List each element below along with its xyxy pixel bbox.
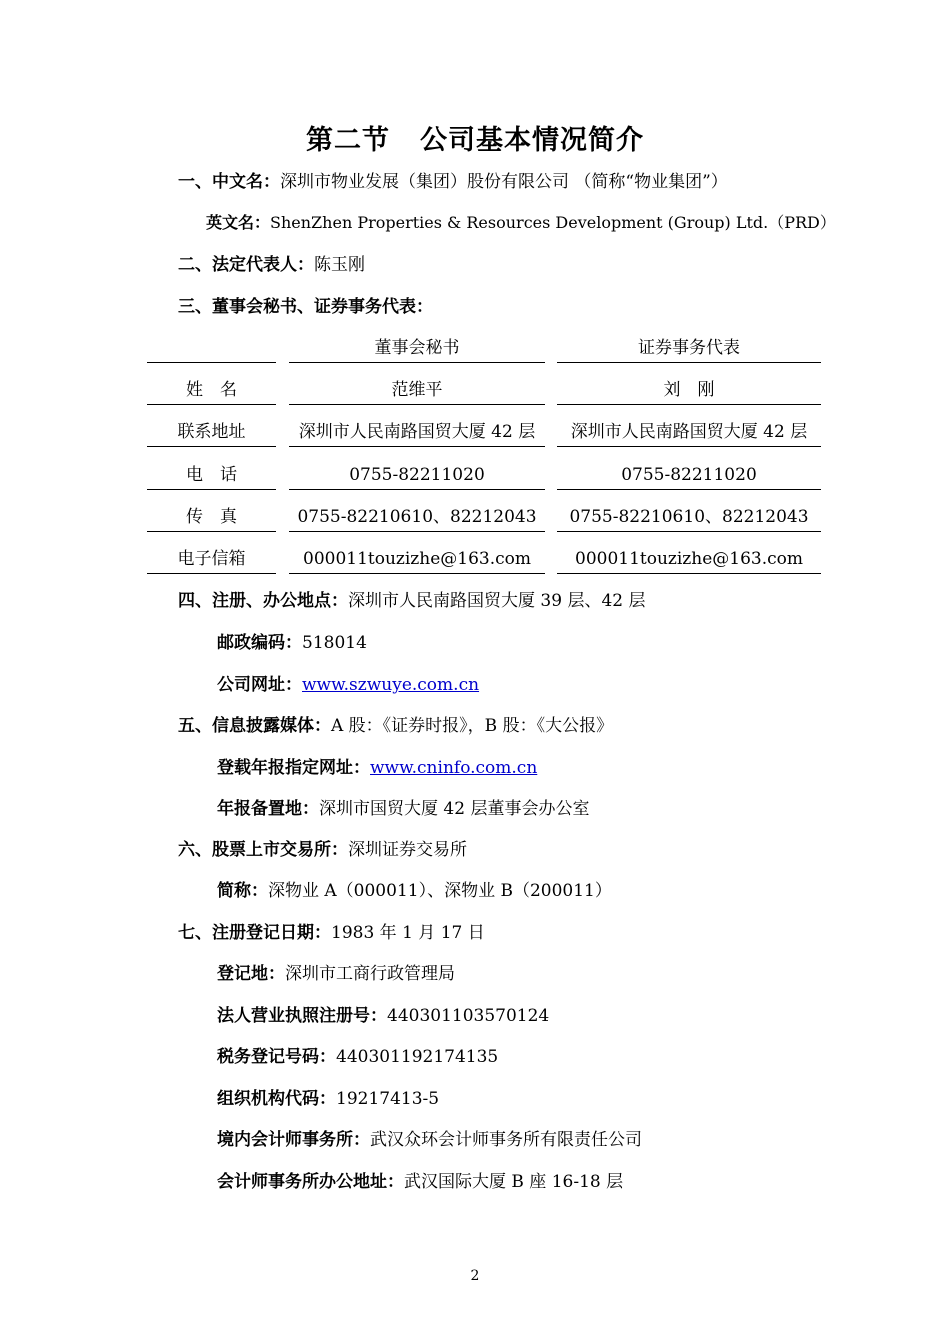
exchange-line bbox=[178, 838, 467, 862]
label: 境内会计师事务所： bbox=[217, 1130, 370, 1150]
value: 深圳市物业发展（集团）股份有限公司 （简称“物业集团”） bbox=[280, 172, 728, 192]
table-header: 董事会秘书 bbox=[289, 334, 545, 363]
table-cell: 刘 刚 bbox=[557, 376, 821, 405]
table-cell: 0755-82210610、82212043 bbox=[289, 503, 545, 532]
table-header: 证券事务代表 bbox=[557, 334, 821, 363]
label: 税务登记号码： bbox=[217, 1047, 336, 1067]
report-website-link[interactable]: www.cninfo.com.cn bbox=[370, 758, 538, 778]
value: ShenZhen Properties & Resources Development (Group) Ltd.（PRD） bbox=[270, 213, 836, 232]
license-line bbox=[217, 1004, 549, 1028]
page-title bbox=[0, 118, 950, 157]
table-cell: 0755-82211020 bbox=[289, 461, 545, 490]
table-cell: 000011touzizhe@163.com bbox=[557, 545, 821, 574]
label: 英文名： bbox=[206, 213, 271, 232]
value: 武汉众环会计师事务所有限责任公司 bbox=[370, 1130, 642, 1150]
org-code-line bbox=[217, 1087, 439, 1111]
value: A 股：《证券时报》，B 股：《大公报》 bbox=[331, 716, 614, 736]
label: 三、董事会秘书、证券事务代表： bbox=[178, 297, 433, 317]
table-row-label: 传 真 bbox=[147, 503, 276, 532]
table-cell: 0755-82211020 bbox=[557, 461, 821, 490]
value: 深圳市人民南路国贸大厦 39 层、42 层 bbox=[348, 591, 646, 611]
registration-date-line bbox=[178, 921, 485, 945]
value: 深圳证券交易所 bbox=[348, 840, 467, 860]
table-cell: 0755-82210610、82212043 bbox=[557, 503, 821, 532]
value: 1983 年 1 月 17 日 bbox=[331, 923, 485, 943]
label: 法人营业执照注册号： bbox=[217, 1006, 387, 1026]
label: 登记地： bbox=[217, 964, 285, 984]
value: 440301192174135 bbox=[336, 1047, 499, 1067]
label: 组织机构代码： bbox=[217, 1089, 336, 1109]
label: 公司网址： bbox=[217, 675, 302, 695]
value: 深圳市工商行政管理局 bbox=[285, 964, 455, 984]
label: 年报备置地： bbox=[217, 799, 319, 819]
accounting-firm-line bbox=[217, 1128, 642, 1152]
table-row-label: 联系地址 bbox=[147, 418, 276, 447]
website-line bbox=[217, 673, 479, 697]
label: 登载年报指定网址： bbox=[217, 758, 370, 778]
report-place-line bbox=[217, 797, 589, 821]
value: 深圳市国贸大厦 42 层董事会办公室 bbox=[319, 799, 590, 819]
legal-rep-line bbox=[178, 253, 365, 277]
value: 19217413-5 bbox=[336, 1089, 440, 1109]
label: 简称： bbox=[217, 881, 268, 901]
accounting-address-line bbox=[217, 1170, 623, 1194]
table-header-blank bbox=[147, 334, 276, 363]
english-name-line bbox=[206, 211, 836, 235]
short-name-line bbox=[217, 879, 612, 903]
label: 会计师事务所办公地址： bbox=[217, 1172, 404, 1192]
postcode-line bbox=[217, 631, 367, 655]
label: 邮政编码： bbox=[217, 633, 302, 653]
office-address-line bbox=[178, 589, 645, 613]
label: 二、法定代表人： bbox=[178, 255, 314, 275]
company-website-link[interactable]: www.szwuye.com.cn bbox=[302, 675, 480, 695]
table-cell: 深圳市人民南路国贸大厦 42 层 bbox=[289, 418, 545, 447]
section-number: 第二节 bbox=[306, 125, 390, 156]
table-row-label: 电 话 bbox=[147, 461, 276, 490]
label: 五、信息披露媒体： bbox=[178, 716, 331, 736]
chinese-name-line bbox=[178, 170, 728, 194]
value: 518014 bbox=[302, 633, 367, 653]
section-title: 公司基本情况简介 bbox=[420, 125, 644, 156]
value: 440301103570124 bbox=[387, 1006, 550, 1026]
page-number: 2 bbox=[470, 1268, 480, 1284]
registration-place-line bbox=[217, 962, 455, 986]
secretary-heading bbox=[178, 295, 433, 319]
media-line bbox=[178, 714, 613, 738]
label: 七、注册登记日期： bbox=[178, 923, 331, 943]
label: 四、注册、办公地点： bbox=[178, 591, 348, 611]
label: 一、中文名： bbox=[178, 172, 280, 192]
label: 六、股票上市交易所： bbox=[178, 840, 348, 860]
tax-line bbox=[217, 1045, 498, 1069]
value: 武汉国际大厦 B 座 16-18 层 bbox=[404, 1172, 624, 1192]
table-cell: 范维平 bbox=[289, 376, 545, 405]
table-cell: 000011touzizhe@163.com bbox=[289, 545, 545, 574]
report-website-line bbox=[217, 756, 537, 780]
table-row-label: 姓 名 bbox=[147, 376, 276, 405]
value: 陈玉刚 bbox=[314, 255, 365, 275]
table-cell: 深圳市人民南路国贸大厦 42 层 bbox=[557, 418, 821, 447]
value: 深物业 A（000011）、深物业 B（200011） bbox=[268, 881, 612, 901]
table-row-label: 电子信箱 bbox=[147, 545, 276, 574]
